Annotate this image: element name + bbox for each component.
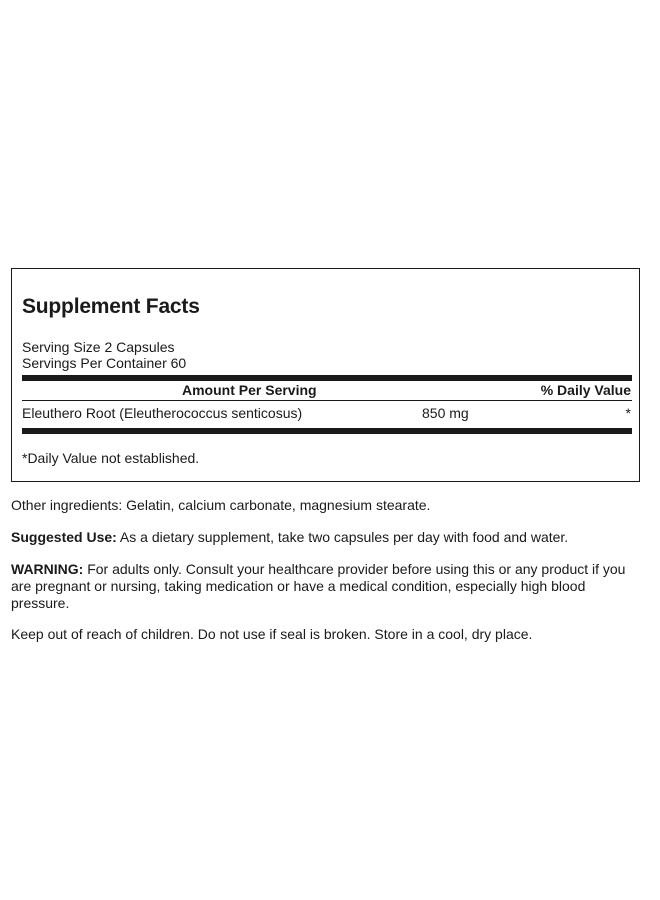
daily-value-footnote: *Daily Value not established. bbox=[22, 450, 200, 466]
ingredient-amount: 850 mg bbox=[422, 405, 469, 421]
warning bbox=[11, 561, 641, 612]
suggested-use-label: Suggested Use: bbox=[11, 529, 117, 545]
facts-title: Supplement Facts bbox=[22, 295, 200, 318]
supplement-facts-panel bbox=[11, 268, 640, 482]
thick-divider-top bbox=[22, 375, 632, 381]
ingredient-daily-value: * bbox=[625, 405, 631, 421]
storage-instructions: Keep out of reach of children. Do not use if seal is broken. Store in a cool, dry place. bbox=[11, 626, 533, 642]
suggested-use-text: As a dietary supplement, take two capsules per day with food and water. bbox=[116, 529, 569, 545]
thick-divider-bottom bbox=[22, 428, 632, 434]
servings-per-container: Servings Per Container 60 bbox=[22, 355, 187, 371]
warning-label: WARNING: bbox=[11, 561, 84, 577]
thin-divider bbox=[22, 400, 632, 401]
ingredient-name: Eleuthero Root (Eleutherococcus senticosus) bbox=[22, 405, 303, 421]
suggested-use bbox=[11, 529, 641, 546]
daily-value-header: % Daily Value bbox=[540, 382, 631, 398]
serving-size: Serving Size 2 Capsules bbox=[22, 339, 175, 355]
warning-text: For adults only. Consult your healthcare provider before using this or any product if you are pregnant or nursing, taking medication or have a medical condition, especially high blood pressure. bbox=[11, 561, 626, 611]
amount-per-serving-header: Amount Per Serving bbox=[182, 382, 317, 398]
other-ingredients: Other ingredients: Gelatin, calcium carbonate, magnesium stearate. bbox=[11, 497, 431, 513]
